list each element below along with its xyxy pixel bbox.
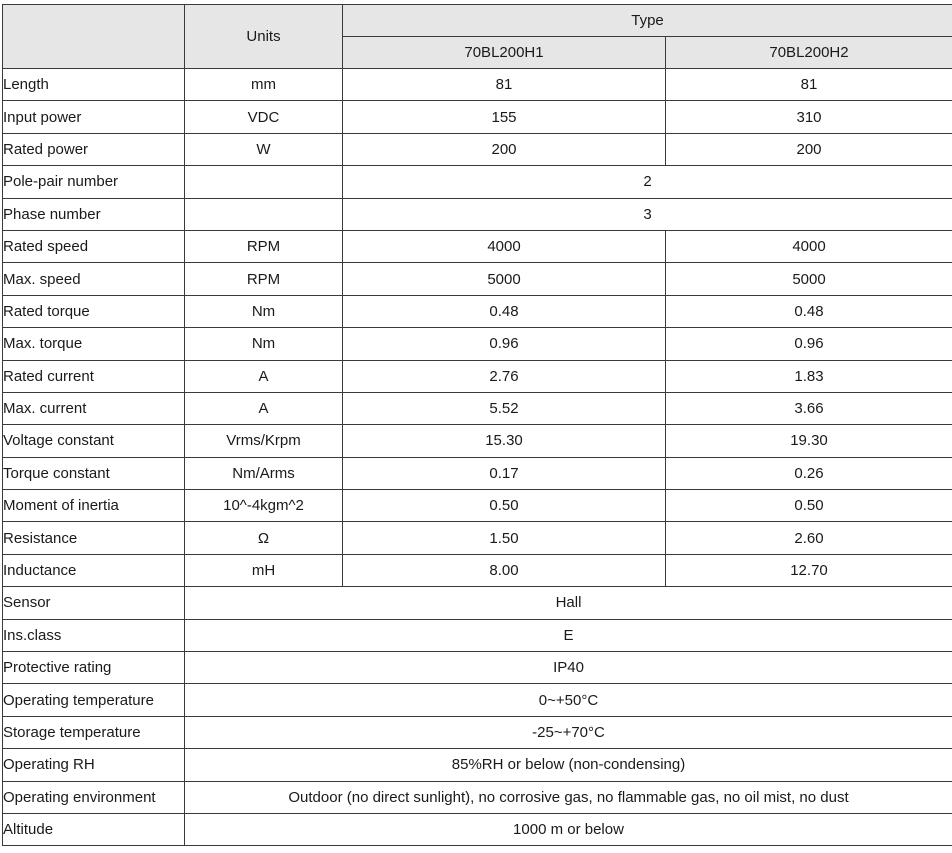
header-model-2: 70BL200H2 [666, 37, 952, 69]
row-value-model-2: 0.96 [666, 328, 952, 360]
row-value-model-2: 0.48 [666, 295, 952, 327]
row-value-model-1: 2.76 [343, 360, 666, 392]
table-row [3, 813, 952, 845]
table-row [3, 684, 952, 716]
row-value-model-1: 0.17 [343, 457, 666, 489]
row-label: Max. current [3, 392, 185, 424]
spec-table [2, 4, 952, 846]
row-value-model-2: 81 [666, 69, 952, 101]
row-value-model-2: 200 [666, 133, 952, 165]
row-label: Max. speed [3, 263, 185, 295]
table-row [3, 490, 952, 522]
row-value-model-2: 1.83 [666, 360, 952, 392]
row-label: Resistance [3, 522, 185, 554]
table-row [3, 69, 952, 101]
row-value-model-2: 0.26 [666, 457, 952, 489]
row-label: Pole-pair number [3, 166, 185, 198]
row-value-model-2: 4000 [666, 230, 952, 262]
table-row [3, 263, 952, 295]
row-value-model-1: 5.52 [343, 392, 666, 424]
row-unit: W [185, 133, 343, 165]
row-value-model-1: 155 [343, 101, 666, 133]
row-label: Rated power [3, 133, 185, 165]
row-label: Inductance [3, 554, 185, 586]
header-model-1: 70BL200H1 [343, 37, 666, 69]
row-label: Operating RH [3, 749, 185, 781]
row-label: Storage temperature [3, 716, 185, 748]
row-label: Moment of inertia [3, 490, 185, 522]
row-value-shared: -25~+70°C [185, 716, 952, 748]
header-type: Type [343, 5, 952, 37]
row-value-model-1: 0.96 [343, 328, 666, 360]
row-unit: VDC [185, 101, 343, 133]
row-unit: Nm [185, 328, 343, 360]
row-label: Operating environment [3, 781, 185, 813]
header-units: Units [185, 5, 343, 69]
row-unit: mH [185, 554, 343, 586]
table-row [3, 587, 952, 619]
table-row [3, 749, 952, 781]
row-value-model-2: 12.70 [666, 554, 952, 586]
row-unit: A [185, 392, 343, 424]
row-value-shared: 85%RH or below (non-condensing) [185, 749, 952, 781]
table-row [3, 619, 952, 651]
row-value-model-1: 0.48 [343, 295, 666, 327]
row-value-model-2: 0.50 [666, 490, 952, 522]
row-value-model-1: 15.30 [343, 425, 666, 457]
table-row [3, 133, 952, 165]
row-value-shared: 1000 m or below [185, 813, 952, 845]
row-unit [185, 198, 343, 230]
row-label: Length [3, 69, 185, 101]
row-unit: Nm [185, 295, 343, 327]
row-value-model-1: 4000 [343, 230, 666, 262]
row-label: Phase number [3, 198, 185, 230]
row-label: Voltage constant [3, 425, 185, 457]
table-row [3, 522, 952, 554]
header-parameter-cell [3, 5, 185, 69]
table-row [3, 360, 952, 392]
row-value-shared: IP40 [185, 652, 952, 684]
row-unit: RPM [185, 230, 343, 262]
row-value-model-2: 5000 [666, 263, 952, 295]
table-row [3, 198, 952, 230]
row-value-model-2: 2.60 [666, 522, 952, 554]
row-unit [185, 166, 343, 198]
row-value-model-1: 1.50 [343, 522, 666, 554]
table-row [3, 457, 952, 489]
row-label: Rated current [3, 360, 185, 392]
table-row [3, 295, 952, 327]
spec-table-body [3, 69, 952, 846]
row-label: Rated torque [3, 295, 185, 327]
row-unit: mm [185, 69, 343, 101]
row-value-shared: Outdoor (no direct sunlight), no corrosive gas, no flammable gas, no oil mist, no dust [185, 781, 952, 813]
table-row [3, 392, 952, 424]
row-unit: RPM [185, 263, 343, 295]
row-value-model-1: 8.00 [343, 554, 666, 586]
table-row [3, 716, 952, 748]
row-value-model-1: 200 [343, 133, 666, 165]
table-row [3, 101, 952, 133]
row-unit: Vrms/Krpm [185, 425, 343, 457]
row-label: Rated speed [3, 230, 185, 262]
row-label: Torque constant [3, 457, 185, 489]
row-unit: Ω [185, 522, 343, 554]
row-label: Operating temperature [3, 684, 185, 716]
row-unit: A [185, 360, 343, 392]
table-row [3, 166, 952, 198]
table-row [3, 425, 952, 457]
row-value-shared: E [185, 619, 952, 651]
row-value-shared: 3 [343, 198, 952, 230]
row-value-shared: Hall [185, 587, 952, 619]
row-label: Protective rating [3, 652, 185, 684]
row-value-model-1: 81 [343, 69, 666, 101]
row-label: Ins.class [3, 619, 185, 651]
row-unit: 10^-4kgm^2 [185, 490, 343, 522]
table-row [3, 554, 952, 586]
row-value-model-2: 3.66 [666, 392, 952, 424]
row-value-model-2: 310 [666, 101, 952, 133]
row-label: Sensor [3, 587, 185, 619]
row-value-shared: 0~+50°C [185, 684, 952, 716]
row-unit: Nm/Arms [185, 457, 343, 489]
table-row [3, 781, 952, 813]
row-label: Input power [3, 101, 185, 133]
row-value-shared: 2 [343, 166, 952, 198]
row-value-model-1: 5000 [343, 263, 666, 295]
table-row [3, 230, 952, 262]
row-value-model-1: 0.50 [343, 490, 666, 522]
row-value-model-2: 19.30 [666, 425, 952, 457]
row-label: Altitude [3, 813, 185, 845]
table-row [3, 652, 952, 684]
row-label: Max. torque [3, 328, 185, 360]
table-row [3, 328, 952, 360]
